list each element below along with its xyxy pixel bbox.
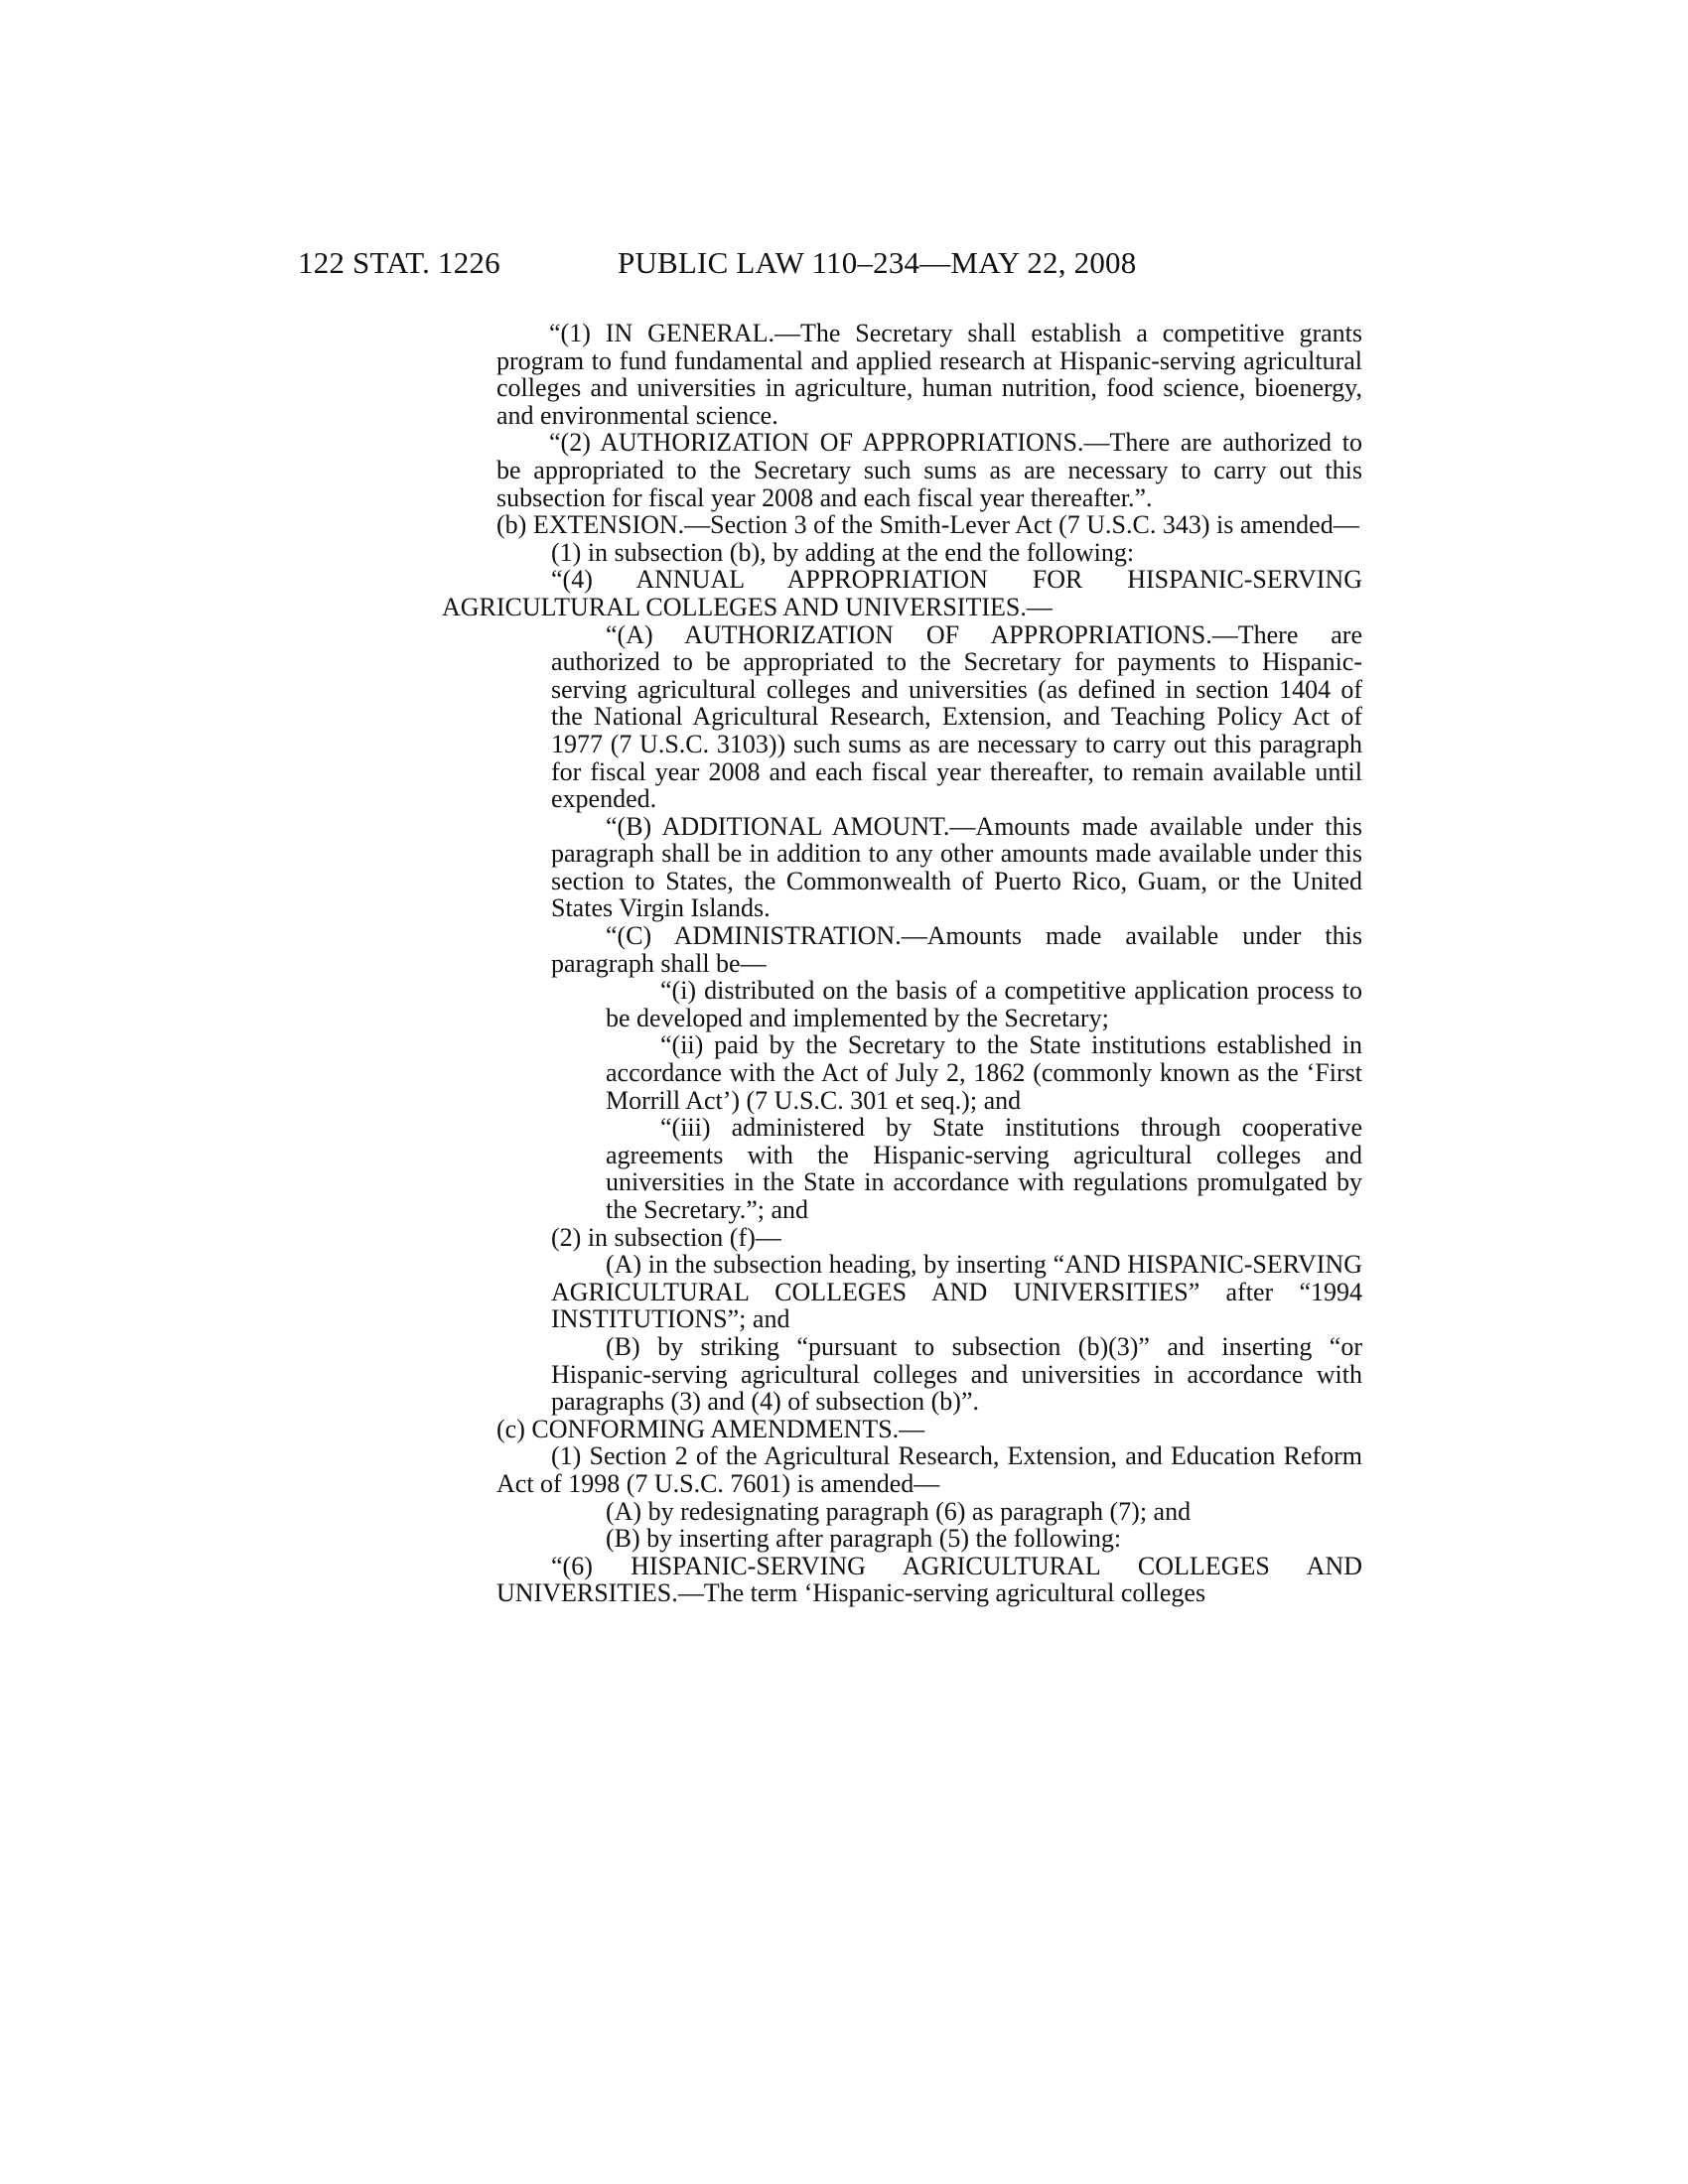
page-title: PUBLIC LAW 110–234—MAY 22, 2008 <box>618 245 1137 280</box>
paragraph-5: “(4) ANNUAL APPROPRIATION FOR HISPANIC-SERVING AGRICULTURAL COLLEGES AND UNIVERSITIES.— <box>442 565 1362 621</box>
paragraph-8: “(C) ADMINISTRATION.—Amounts made available under this paragraph shall be— <box>551 921 1362 978</box>
paragraph-6: “(A) AUTHORIZATION OF APPROPRIATIONS.—There are authorized to be appropriated to the Secretary for payments to Hispanic-serving agricultural colleges and universities (as defined in section 1404 of the National Agricultural Research, Extension, and Teaching Policy Act of 1977 (7 U.S.C. 3103)) such sums as are necessary to carry out this paragraph for fiscal year 2008 and each fiscal year thereafter, to remain available until expended. <box>551 619 1362 814</box>
paragraph-4: (1) in subsection (b), by adding at the end the following: <box>551 537 1135 567</box>
paragraph-14: (B) by striking “pursuant to subsection (b)(3)” and inserting “or Hispanic-serving agricultural colleges and universities in accordance with paragraphs (3) and (4) of subsection (b)”. <box>551 1331 1362 1417</box>
paragraph-19: “(6) HISPANIC-SERVING AGRICULTURAL COLLEGES AND UNIVERSITIES.—The term ‘Hispanic-serving agricultural colleges <box>496 1551 1362 1608</box>
paragraph-17: (A) by redesignating paragraph (6) as paragraph (7); and <box>606 1496 1192 1526</box>
paragraph-9: “(i) distributed on the basis of a competitive application process to be developed and implemented by the Secretary; <box>606 976 1362 1032</box>
paragraph-11: “(iii) administered by State institutions through cooperative agreements with the Hispanic-serving agricultural colleges and universities in the State in accordance with regulations promulgated by the Secretary.”; and <box>606 1113 1362 1224</box>
paragraph-3: (b) EXTENSION.—Section 3 of the Smith-Lever Act (7 U.S.C. 343) is amended— <box>496 510 1359 540</box>
paragraph-10: “(ii) paid by the Secretary to the State institutions established in accordance with the Act of July 2, 1862 (commonly known as the ‘First Morrill Act’) (7 U.S.C. 301 et seq.); and <box>606 1030 1362 1115</box>
document-body <box>442 319 1362 1608</box>
paragraph-13: (A) in the subsection heading, by inserting “AND HISPANIC-SERVING AGRICULTURAL COLLEGES AND UNIVERSITIES” after “1994 INSTITUTIONS”; and <box>551 1250 1362 1334</box>
paragraph-1: “(1) IN GENERAL.—The Secretary shall establish a competitive grants program to fund fundamental and applied research at Hispanic-serving agricultural colleges and universities in agriculture, human nutrition, food science, bioenergy, and environmental science. <box>496 319 1362 430</box>
paragraph-12: (2) in subsection (f)— <box>551 1222 781 1252</box>
paragraph-15: (c) CONFORMING AMENDMENTS.— <box>496 1414 925 1443</box>
page-reference: 122 STAT. 1226 <box>298 245 500 280</box>
paragraph-7: “(B) ADDITIONAL AMOUNT.—Amounts made available under this paragraph shall be in addition to any other amounts made available under this section to States, the Commonwealth of Puerto Rico, Guam, or the United States Virgin Islands. <box>551 811 1362 923</box>
paragraph-2: “(2) AUTHORIZATION OF APPROPRIATIONS.—There are authorized to be appropriated to the Secretary such sums as are necessary to carry out this subsection for fiscal year 2008 and each fiscal year thereafter.”. <box>496 428 1362 512</box>
paragraph-18: (B) by inserting after paragraph (5) the following: <box>606 1524 1122 1554</box>
paragraph-16: (1) Section 2 of the Agricultural Research, Extension, and Education Reform Act of 1998 (7 U.S.C. 7601) is amended— <box>496 1441 1362 1498</box>
